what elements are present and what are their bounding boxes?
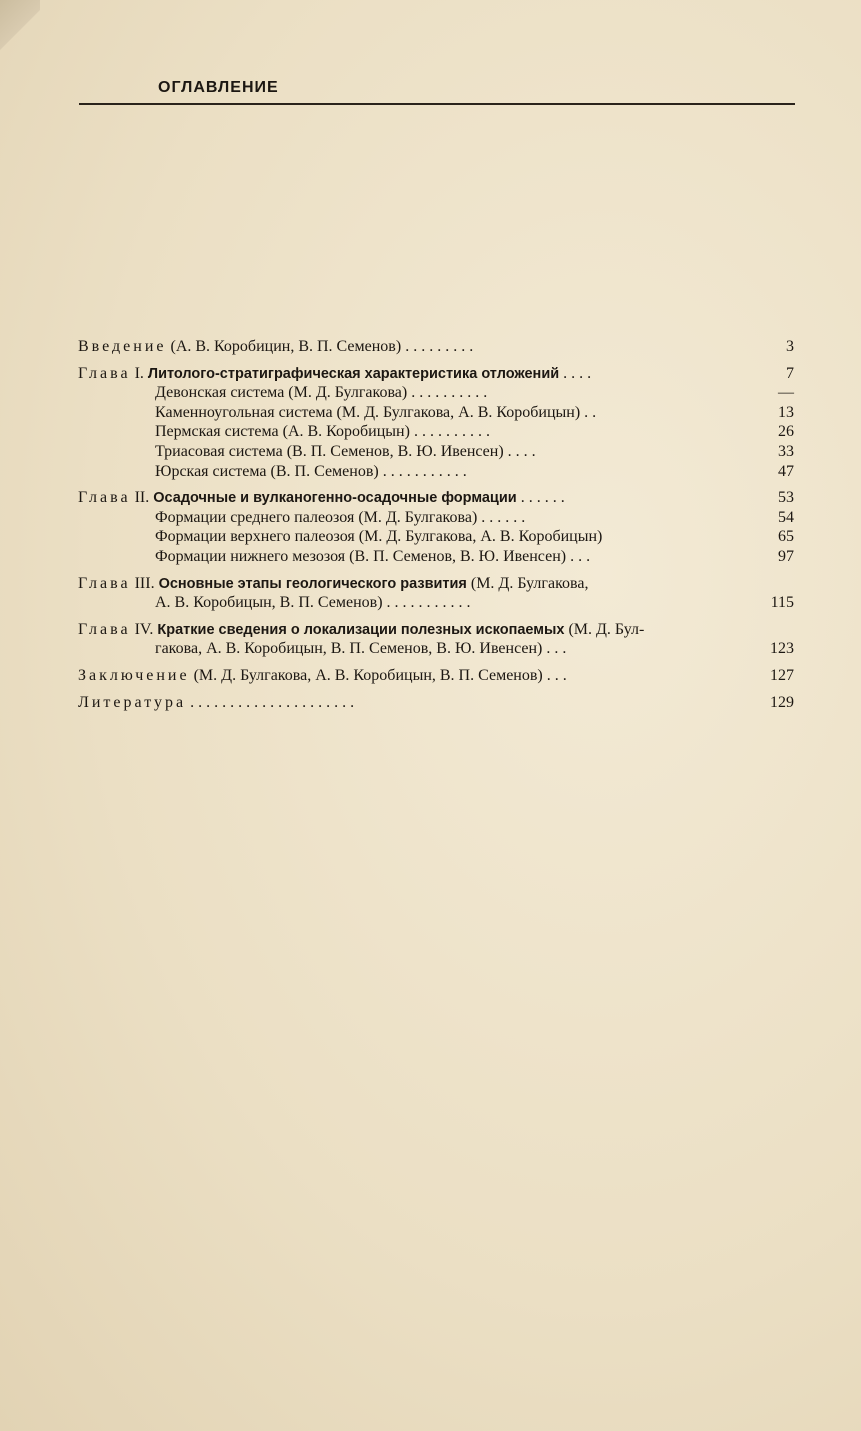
toc-entry-intro[interactable] <box>78 337 794 357</box>
toc-page: 115 <box>770 594 794 612</box>
toc-text: Каменноугольная система (М. Д. Булгакова, А. В. Коробицын) . . <box>155 403 597 421</box>
toc-chapter-number: IV. <box>130 620 158 638</box>
toc-entry-middle-paleozoic[interactable] <box>78 508 794 528</box>
toc-dots: . . . . <box>559 364 592 382</box>
toc-page: 129 <box>770 693 794 711</box>
toc-chapter-number: I. <box>130 364 148 382</box>
toc-text: Триасовая система (В. П. Семенов, В. Ю. Ивенсен) . . . . <box>155 442 536 460</box>
toc-entry-chapter-3-cont[interactable] <box>78 593 794 613</box>
toc-page: 13 <box>778 403 794 421</box>
toc-label: Заключение <box>78 666 190 684</box>
toc-entry-literature[interactable] <box>78 693 794 713</box>
table-of-contents <box>78 337 794 712</box>
page-title: ОГЛАВЛЕНИЕ <box>158 79 279 96</box>
toc-chapter-title: Основные этапы геологического развития <box>158 575 467 592</box>
toc-page: 97 <box>778 547 794 565</box>
toc-text: А. В. Коробицын, В. П. Семенов) . . . . . . . . . . . <box>155 594 471 612</box>
toc-authors: (М. Д. Булгакова, <box>466 574 589 592</box>
toc-entry-chapter-1[interactable] <box>78 364 794 384</box>
toc-dots: . . . . . . <box>516 489 565 507</box>
toc-page: 127 <box>770 666 794 684</box>
toc-entry-permian[interactable] <box>78 422 794 442</box>
toc-chapter-number: III. <box>130 574 159 592</box>
toc-entry-chapter-3[interactable] <box>78 574 794 594</box>
toc-label: Введение <box>78 338 167 355</box>
toc-text: Формации среднего палеозоя (М. Д. Булгакова) . . . . . . <box>155 508 526 526</box>
toc-chapter-title: Краткие сведения о локализации полезных ископаемых <box>157 621 565 638</box>
toc-text: Формации верхнего палеозоя (М. Д. Булгакова, А. В. Коробицын) <box>155 528 603 546</box>
toc-label: Глава <box>78 489 131 507</box>
toc-page: 33 <box>778 442 794 460</box>
toc-entry-jurassic[interactable] <box>78 462 794 482</box>
toc-entry-carboniferous[interactable] <box>78 403 794 423</box>
toc-text: (М. Д. Булгакова, А. В. Коробицын, В. П. Семенов) . . . <box>189 666 567 684</box>
toc-page: 47 <box>778 462 794 480</box>
toc-entry-devonian[interactable] <box>78 383 794 403</box>
toc-chapter-number: II. <box>130 489 154 507</box>
toc-page: 26 <box>778 423 794 441</box>
toc-label: Глава <box>78 364 131 382</box>
toc-page: — <box>778 384 794 402</box>
toc-entry-upper-paleozoic[interactable] <box>78 527 794 547</box>
toc-text: гакова, А. В. Коробицын, В. П. Семенов, В. Ю. Ивенсен) . . . <box>155 640 567 658</box>
toc-text: Формации нижнего мезозоя (В. П. Семенов, В. Ю. Ивенсен) . . . <box>155 547 591 565</box>
toc-entry-lower-mesozoic[interactable] <box>78 547 794 567</box>
toc-page: 3 <box>786 338 794 355</box>
toc-entry-chapter-4[interactable] <box>78 620 794 640</box>
toc-entry-conclusion[interactable] <box>78 666 794 686</box>
page-corner-fold <box>0 0 40 70</box>
toc-page: 7 <box>786 364 794 382</box>
toc-text: Девонская система (М. Д. Булгакова) . . . . . . . . . . <box>155 384 488 402</box>
toc-text: Пермская система (А. В. Коробицын) . . . . . . . . . . <box>155 423 490 441</box>
toc-text: (А. В. Коробицин, В. П. Семенов) . . . . . . . . . <box>166 338 474 355</box>
toc-entry-chapter-4-cont[interactable] <box>78 639 794 659</box>
toc-chapter-title: Литолого-стратиграфическая характеристика отложений <box>147 365 560 382</box>
header-rule <box>79 103 795 105</box>
toc-page: 123 <box>770 640 794 658</box>
toc-page: 54 <box>778 508 794 526</box>
toc-text: . . . . . . . . . . . . . . . . . . . . . <box>186 693 355 711</box>
toc-entry-triassic[interactable] <box>78 442 794 462</box>
toc-label: Глава <box>78 620 131 638</box>
toc-authors: (М. Д. Бул- <box>564 620 645 638</box>
toc-text: Юрская система (В. П. Семенов) . . . . . . . . . . . <box>155 462 467 480</box>
toc-label: Глава <box>78 574 131 592</box>
toc-label: Литература <box>78 693 187 711</box>
toc-chapter-title: Осадочные и вулканогенно-осадочные формации <box>153 490 517 507</box>
toc-page: 65 <box>778 528 794 546</box>
toc-entry-chapter-2[interactable] <box>78 488 794 508</box>
toc-page: 53 <box>778 489 794 507</box>
